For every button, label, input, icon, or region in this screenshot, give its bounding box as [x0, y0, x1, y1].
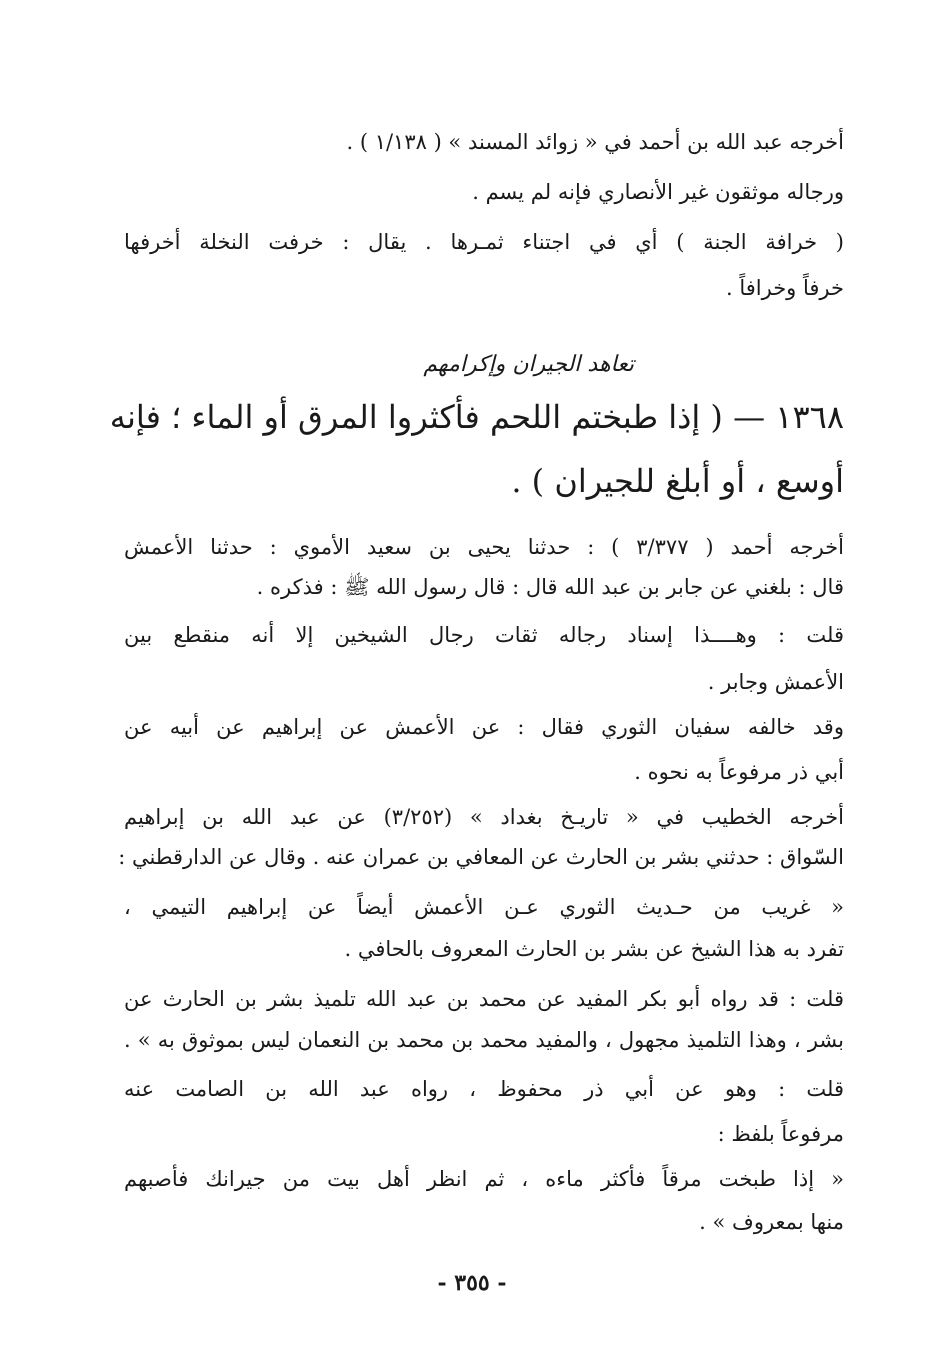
section-title: تعاهد الجيران وإكرامهم [423, 352, 634, 377]
text-line: « غريب من حـديث الثوري عـن الأعمش أيضاً عن إبراهيم التيمي ، [124, 895, 844, 919]
page-number: - ٣٥٥ - [437, 1270, 507, 1296]
hadith-line: ١٣٦٨ — ( إذا طبختم اللحم فأكثروا المرق أو الماء ؛ فإنه [109, 398, 844, 436]
text-line: أخرجه الخطيب في « تاريـخ بغداد » (٣/٢٥٢) عن عبد الله بن إبراهيم [124, 805, 844, 829]
text-line: قلت : وهــــذا إسناد رجاله ثقات رجال الشيخين إلا أنه منقطع بين [124, 623, 844, 647]
text-line: خرفاً وخرافاً . [725, 276, 844, 300]
text-line: أبي ذر مرفوعاً به نحوه . [634, 760, 844, 784]
text-line: تفرد به هذا الشيخ عن بشر بن الحارث المعروف بالحافي . [344, 937, 844, 961]
text-line: « إذا طبخت مرقاً فأكثر ماءه ، ثم انظر أهل بيت من جيرانك فأصبهم [124, 1167, 844, 1191]
text-line: ورجاله موثقون غير الأنصاري فإنه لم يسم . [472, 180, 844, 204]
text-line: ( خرافة الجنة ) أي في اجتناء ثمـرها . يقال : خرفت النخلة أخرفها [124, 230, 844, 254]
text-line: قلت : قد رواه أبو بكر المفيد عن محمد بن عبد الله تلميذ بشر بن الحارث عن [124, 987, 844, 1011]
text-line: منها بمعروف » . [699, 1210, 844, 1234]
text-line: السّواق : حدثني بشر بن الحارث عن المعافي بن عمران عنه . وقال عن الدارقطني : [118, 845, 844, 869]
text-line: قلت : وهو عن أبي ذر محفوظ ، رواه عبد الله بن الصامت عنه [124, 1077, 844, 1101]
text-line: بشر ، وهذا التلميذ مجهول ، والمفيد محمد بن محمد بن النعمان ليس بموثوق به » . [124, 1028, 844, 1052]
text-line: أخرجه عبد الله بن أحمد في « زوائد المسند » ( ١/١٣٨ ) . [346, 130, 844, 154]
text-line: مرفوعاً بلفظ : [717, 1122, 844, 1146]
text-line: أخرجه أحمد ( ٣/٣٧٧ ) : حدثنا يحيى بن سعيد الأموي : حدثنا الأعمش [124, 535, 844, 559]
text-line: الأعمش وجابر . [707, 670, 844, 694]
text-line: وقد خالفه سفيان الثوري فقال : عن الأعمش عن إبراهيم عن أبيه عن [124, 715, 844, 739]
hadith-line: أوسع ، أو أبلغ للجيران ) . [511, 462, 844, 500]
text-line: قال : بلغني عن جابر بن عبد الله قال : قال رسول الله ﷺ : فذكره . [256, 575, 844, 599]
